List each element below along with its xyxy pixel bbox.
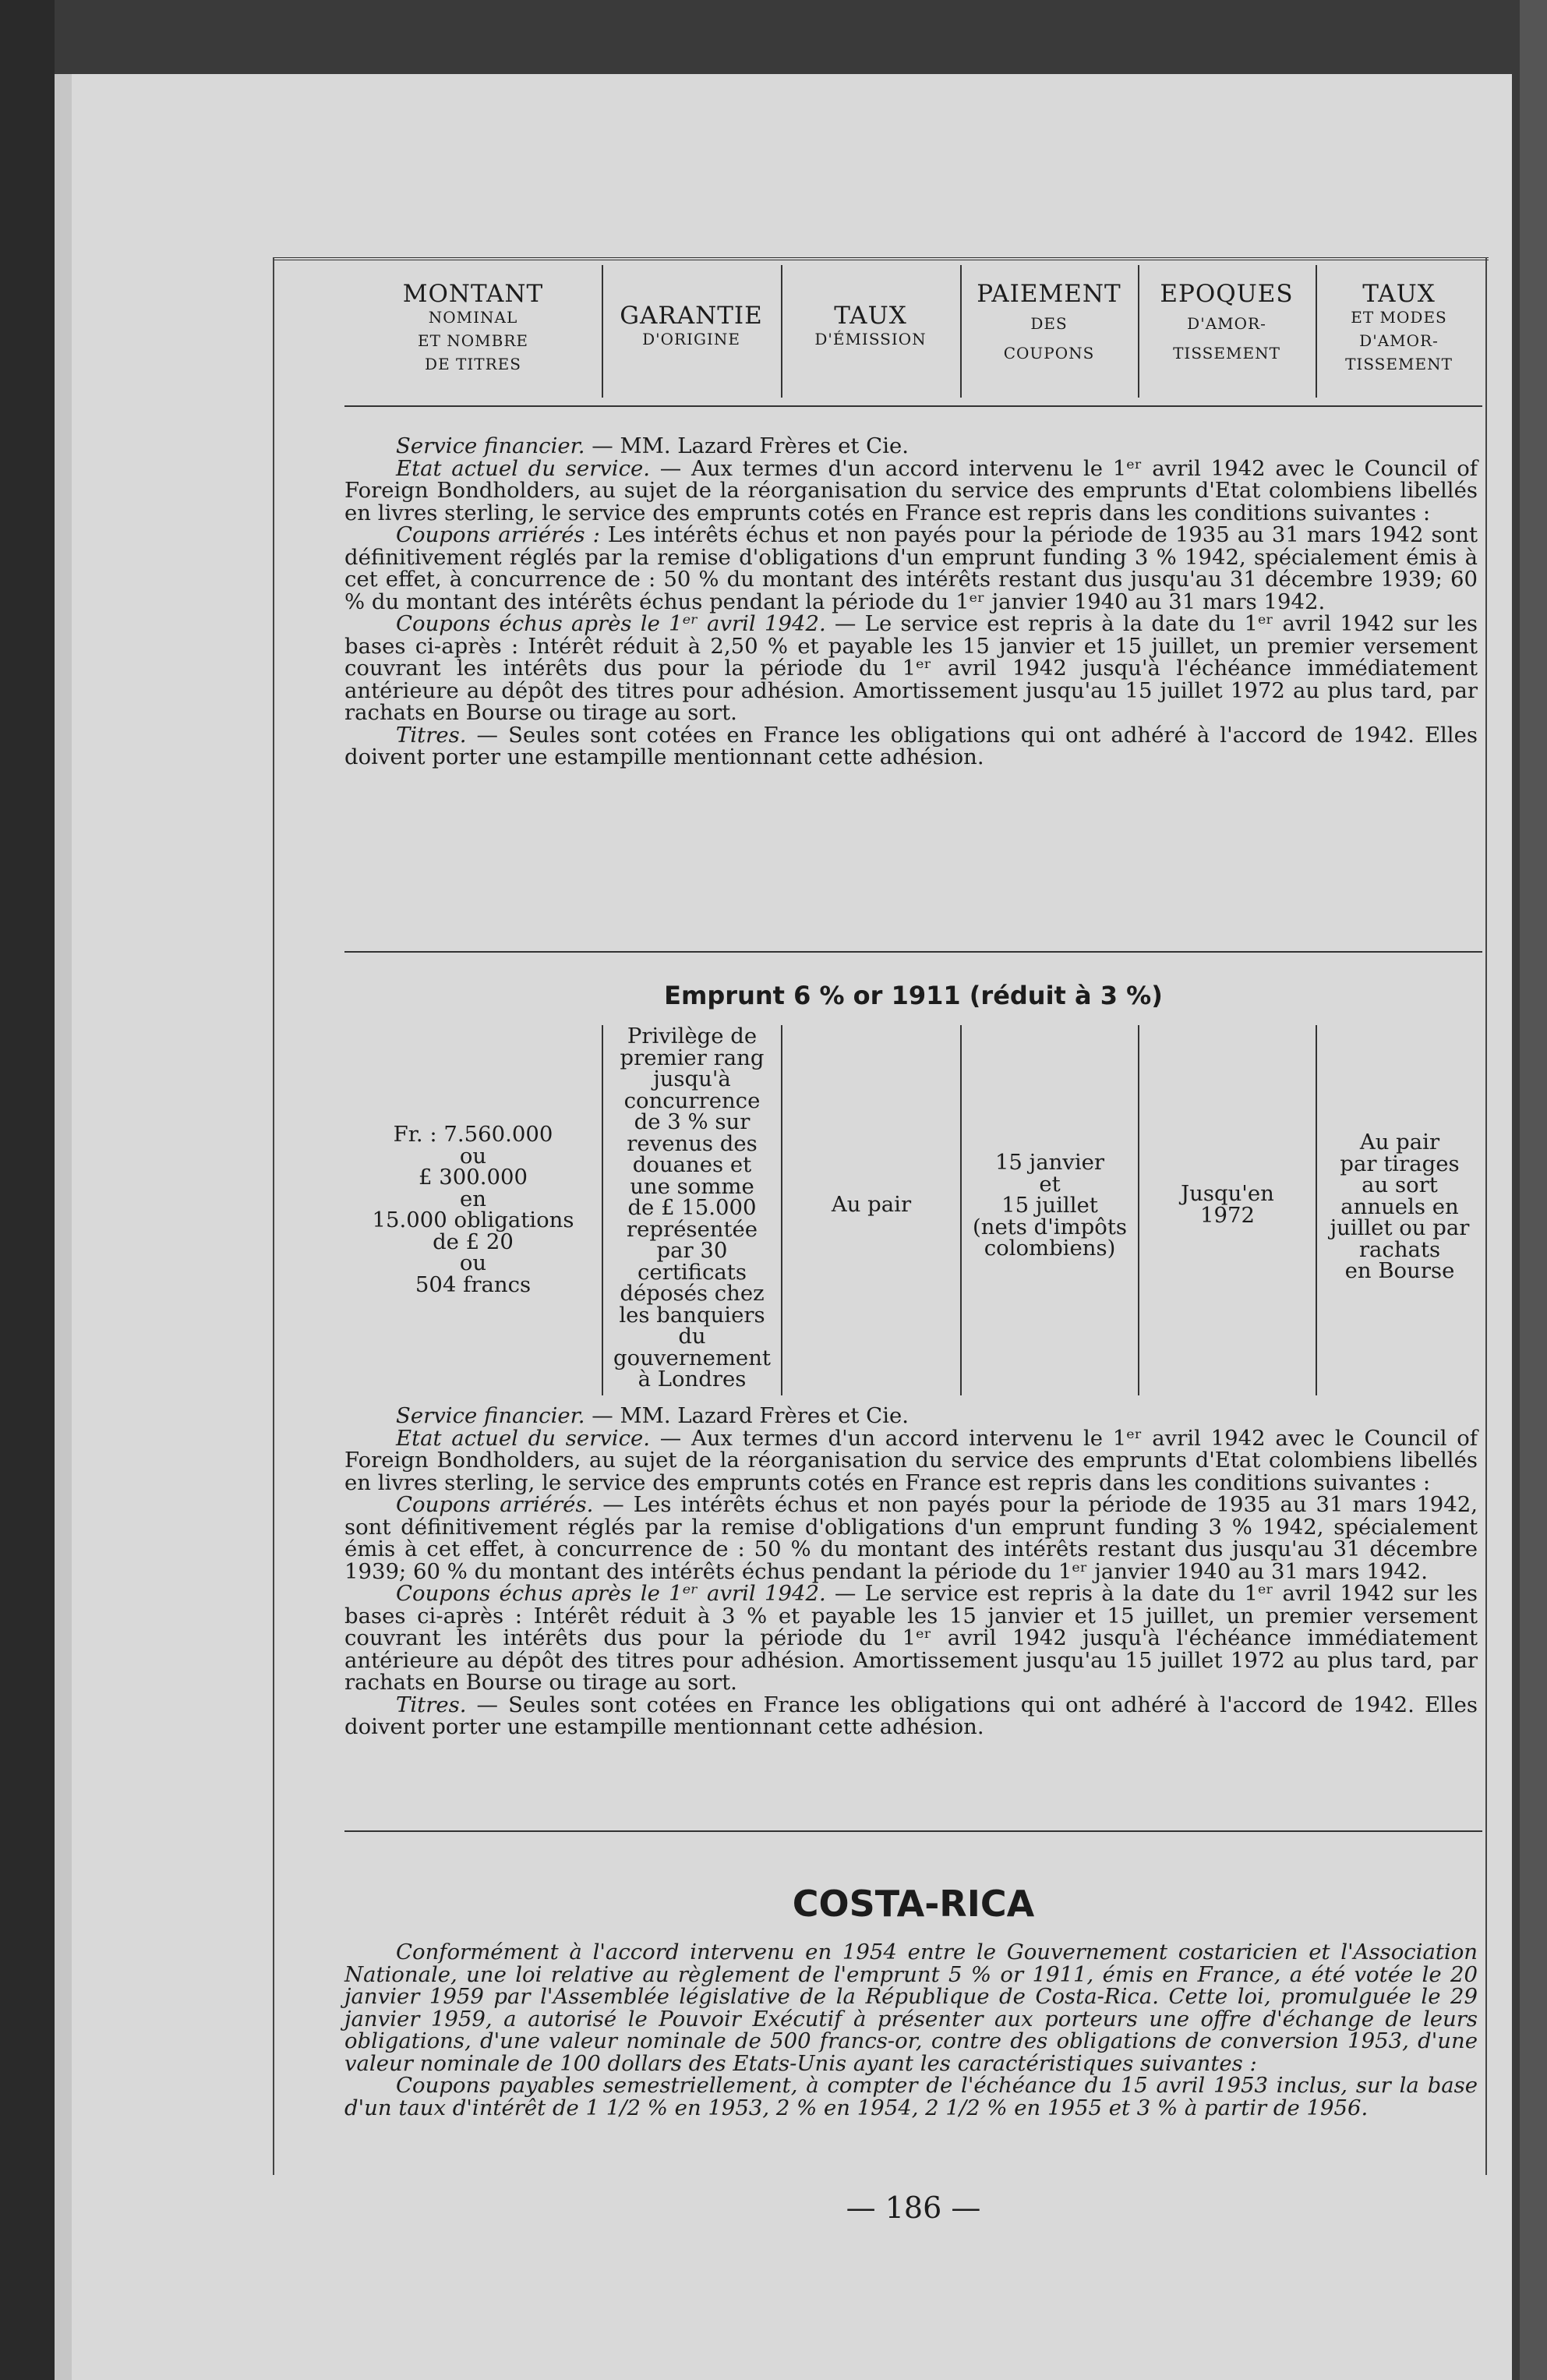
header-epoques — [1138, 274, 1316, 403]
loan-title: Emprunt 6 % or 1911 (réduit à 3 %) — [664, 981, 1163, 1010]
paragraph-label: Etat actuel du service. — [396, 1425, 651, 1451]
cell-line: 504 francs — [415, 1271, 532, 1297]
top-rule — [273, 257, 1489, 260]
cell-line: 15 juillet — [1001, 1193, 1098, 1218]
cell-line: douanes et — [632, 1152, 752, 1177]
header-text: DES — [1030, 314, 1068, 333]
cell-paiement — [962, 1152, 1138, 1260]
header-underline — [344, 405, 1482, 407]
cell-line: au sort — [1362, 1172, 1438, 1197]
cell-line: Fr. : 7.560.000 — [393, 1122, 553, 1147]
paragraph-label: Service financier. — [396, 433, 585, 458]
paragraph-label: Titres. — [396, 722, 467, 748]
column-divider — [1316, 265, 1317, 398]
paragraph — [344, 435, 1478, 458]
cell-line: premier rang — [620, 1045, 765, 1070]
header-text: D'ORIGINE — [642, 330, 740, 348]
header-text: ET MODES — [1351, 308, 1447, 327]
cell-line: revenus des — [627, 1130, 758, 1156]
paragraph — [344, 613, 1478, 724]
page-edge — [1520, 0, 1547, 2380]
paragraph-text: Les intérêts échus et non payés pour la période de 1935 au 31 mars 1942 sont définitivement réglés par la remise d'obligations d'un emprunt funding 3 % 1942, spécialement émis à cet effet, à concurrence de : 50 % du montant des intérêts restant dus jusqu'au 31 décembre 1939; 60 % du montant des intérêts échus pendant la période du 1ᵉʳ janvier 1940 au 31 mars 1942. — [344, 522, 1478, 614]
cell-line: les banquiers — [619, 1302, 765, 1328]
header-text: DE TITRES — [425, 355, 521, 373]
column-divider — [1138, 265, 1139, 398]
cell-line: déposés chez — [620, 1281, 765, 1306]
cell-line: en Bourse — [1344, 1258, 1455, 1283]
paragraph-text: — Aux termes d'un accord intervenu le 1ᵉʳ avril 1942 avec le Council of Foreign Bondholders, au sujet de la réorganisation du service des emprunts d'Etat colombiens libellés en livres sterling, le service des emprunts cotés en France est repris dans les conditions suivantes : — [344, 455, 1478, 525]
header-montant — [344, 274, 602, 403]
cell-line: concurrence — [623, 1087, 761, 1113]
right-border — [1485, 257, 1487, 2175]
header-text: EPOQUES — [1160, 280, 1294, 308]
cell-line: par tirages — [1340, 1151, 1460, 1176]
cell-line: colombiens) — [984, 1236, 1116, 1261]
cell-line: du — [678, 1324, 706, 1349]
header-garantie — [602, 274, 781, 403]
page-number: — 186 — — [846, 2191, 981, 2225]
cell-line: de £ 20 — [433, 1229, 514, 1254]
cell-line: ou — [459, 1250, 487, 1275]
cell-line: Privilège de — [627, 1024, 758, 1049]
cell-line: par 30 — [656, 1238, 728, 1263]
paragraph-label: Service financier. — [396, 1403, 585, 1428]
cell-garantie — [603, 1026, 781, 1391]
paragraph-text: — MM. Lazard Frères et Cie. — [585, 433, 909, 458]
cell-line: de 3 % sur — [634, 1109, 751, 1134]
cell-line: et — [1039, 1171, 1061, 1197]
cell-modes — [1317, 1132, 1482, 1282]
header-text: GARANTIE — [620, 302, 763, 330]
cell-line: rachats — [1358, 1236, 1441, 1262]
cell-line: 1972 — [1200, 1202, 1255, 1228]
header-text: D'AMOR- — [1187, 314, 1266, 333]
paragraph — [344, 1405, 1478, 1427]
paragraph-label: Etat actuel du service. — [396, 455, 651, 481]
column-divider — [602, 265, 603, 398]
paragraph — [344, 1583, 1478, 1694]
paragraph-text: — MM. Lazard Frères et Cie. — [585, 1403, 909, 1428]
cell-taux: Au pair — [831, 1192, 912, 1217]
cell-line: 15 janvier — [994, 1150, 1105, 1175]
cell-line: en — [460, 1186, 486, 1211]
paragraph-label: Titres. — [396, 1692, 467, 1717]
paragraph — [344, 455, 1478, 525]
header-text: TISSEMENT — [1173, 344, 1280, 362]
paragraph: Conformément à l'accord intervenu en 1954 entre le Gouvernement costaricien et l'Association Nationale, une loi relative au règlement de l'emprunt 5 % or 1911, émis en France, a été votée le 20 janvier 1959 par l'Assemblée législative de la République de Costa-Rica. Cette loi, promulguée le 29 janvier 1959, a autorisé le Pouvoir Exécutif à présenter aux porteurs une offre d'échange de leurs obligations, d'une valeur nominale de 500 francs-or, contre des obligations de conversion 1953, d'une valeur nominale de 100 dollars des Etats-Unis ayant les caractéristiques suivantes : — [344, 1940, 1478, 2076]
header-text: D'AMOR- — [1359, 331, 1439, 350]
paragraph — [344, 724, 1478, 769]
paragraph-label: Coupons échus après le 1ᵉʳ avril 1942. — [396, 1581, 826, 1606]
section-costa-rica — [344, 1941, 1478, 2119]
header-text: PAIEMENT — [977, 280, 1121, 308]
cell-line: (nets d'impôts — [973, 1214, 1127, 1240]
cell-line: représentée — [626, 1216, 758, 1242]
cell-line: gouvernement — [613, 1345, 771, 1370]
table-header — [344, 274, 1482, 403]
header-text: TISSEMENT — [1345, 355, 1453, 373]
cell-line: £ 300.000 — [419, 1165, 528, 1190]
header-taux-emission — [781, 274, 960, 403]
book-spine — [0, 0, 55, 2380]
paragraph-label: Coupons arriérés : — [396, 522, 600, 547]
cell-line: à Londres — [638, 1367, 747, 1392]
paragraph-text: — Aux termes d'un accord intervenu le 1ᵉʳ avril 1942 avec le Council of Foreign Bondholders, au sujet de la réorganisation du service des emprunts d'Etat colombiens libellés en livres sterling, le service des emprunts cotés en France est repris dans les conditions suivantes : — [344, 1425, 1478, 1495]
cell-line: certificats — [638, 1259, 747, 1285]
cell-montant — [344, 1124, 602, 1296]
left-border — [273, 257, 274, 2175]
page-content — [273, 257, 1489, 2225]
header-text: TAUX — [1362, 280, 1436, 308]
paragraph-text: — Le service est repris à la date du 1ᵉʳ avril 1942 sur les bases ci-après : Intérêt réduit à 2,50 % et payable les 15 janvier et 15 juillet, un premier versement couvrant les intérêts dus pour la période du 1ᵉʳ avril 1942 jusqu'à l'échéance immédiatement antérieure au dépôt des titres pour adhésion. Amortissement jusqu'au 15 juillet 1972 au plus tard, par rachats en Bourse ou tirage au sort. — [344, 611, 1478, 725]
column-divider — [960, 265, 962, 398]
header-text: D'ÉMISSION — [814, 330, 927, 348]
header-text: TAUX — [834, 302, 907, 330]
section-divider — [344, 1830, 1482, 1832]
cell-line: Jusqu'en — [1181, 1181, 1274, 1206]
header-text: ET NOMBRE — [417, 331, 529, 350]
cell-epoques — [1139, 1183, 1316, 1226]
paragraph-text: — Le service est repris à la date du 1ᵉʳ avril 1942 sur les bases ci-après : Intérêt réduit à 3 % et payable les 15 janvier et 15 juillet, un premier versement couvrant les intérêts dus pour la période du 1ᵉʳ avril 1942 jusqu'à l'échéance immédiatement antérieure au dépôt des titres pour adhésion. Amortissement jusqu'au 15 juillet 1972 au plus tard, par rachats en Bourse ou tirage au sort. — [344, 1581, 1478, 1695]
cell-line: 15.000 obligations — [372, 1208, 574, 1232]
paragraph-text: — Seules sont cotées en France les obligations qui ont adhéré à l'accord de 1942. Elles doivent porter une estampille mentionnant cette adhésion. — [344, 722, 1478, 769]
cell-line: ou — [459, 1143, 487, 1169]
paragraph — [344, 524, 1478, 613]
paragraph — [344, 1694, 1478, 1738]
paragraph — [344, 1427, 1478, 1494]
paragraph — [344, 1494, 1478, 1583]
paragraph-label: Coupons échus après le 1ᵉʳ avril 1942. — [396, 611, 826, 636]
header-text: MONTANT — [402, 280, 544, 308]
paragraph-text: — Seules sont cotées en France les obligations qui ont adhéré à l'accord de 1942. Elles doivent porter une estampille mentionnant cette adhésion. — [344, 1692, 1478, 1739]
cell-line: Au pair — [1359, 1130, 1440, 1155]
header-modes — [1316, 274, 1482, 403]
cell-line: jusqu'à — [653, 1066, 731, 1091]
header-text: NOMINAL — [428, 308, 518, 327]
document-page — [55, 74, 1512, 2380]
section-colombia-2 — [344, 1405, 1478, 1738]
section-colombia-1 — [344, 435, 1478, 769]
header-paiement — [960, 274, 1138, 403]
column-divider — [781, 265, 782, 398]
section-divider — [344, 951, 1482, 953]
cell-line: annuels en — [1340, 1194, 1459, 1219]
header-text: COUPONS — [1003, 344, 1095, 362]
cell-line: une somme — [630, 1173, 754, 1199]
paragraph-label: Coupons arriérés. — [396, 1492, 594, 1517]
paragraph: Coupons payables semestriellement, à compter de l'échéance du 15 avril 1953 inclus, sur la base d'un taux d'intérêt de 1 1/2 % en 1953, 2 % en 1954, 2 1/2 % en 1955 et 3 % à partir de 1956. — [344, 2073, 1478, 2120]
paragraph-text: — Les intérêts échus et non payés pour la période de 1935 au 31 mars 1942, sont définitivement réglés par la remise d'obligations d'un emprunt funding 3 % 1942, spécialement émis à cet effet, à concurrence de : 50 % du montant des intérêts restant dus jusqu'au 31 décembre 1939; 60 % du montant des intérêts échus pendant la période du 1ᵉʳ janvier 1940 au 31 mars 1942. — [344, 1492, 1478, 1584]
cell-line: de £ 15.000 — [627, 1195, 757, 1220]
country-heading: COSTA-RICA — [792, 1883, 1035, 1925]
cell-line: juillet ou par — [1330, 1215, 1470, 1240]
